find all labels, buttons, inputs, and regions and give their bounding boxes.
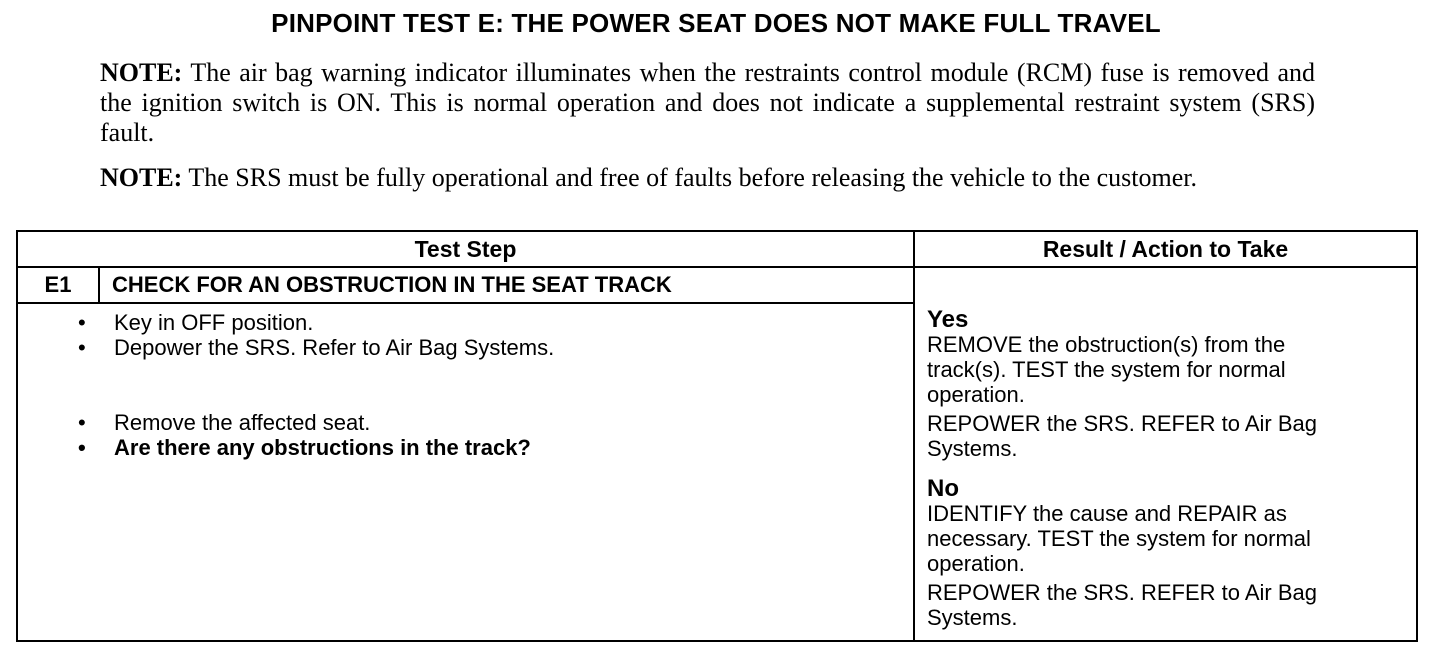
result-line: necessary. TEST the system for normal xyxy=(927,526,1311,551)
step-title-row xyxy=(17,267,1417,303)
list-item-text: Remove the affected seat. xyxy=(114,410,371,435)
result-no-paragraph-1 xyxy=(927,501,1416,576)
list-item xyxy=(78,410,913,435)
bullet-icon: • xyxy=(78,410,86,435)
note-2-text: The SRS must be fully operational and free of faults before releasing the vehicle to the customer. xyxy=(188,163,1198,192)
result-cell xyxy=(914,267,1417,641)
result-no xyxy=(927,477,1416,630)
result-yes xyxy=(927,308,1416,461)
step-bullet-list xyxy=(18,310,913,460)
table-header-row xyxy=(17,231,1417,267)
list-item-text: Depower the SRS. Refer to Air Bag Systems. xyxy=(114,335,555,360)
list-item-text: Key in OFF position. xyxy=(114,310,314,335)
result-line: REPOWER the SRS. REFER to Air Bag xyxy=(927,411,1318,436)
header-result: Result / Action to Take xyxy=(914,231,1417,267)
result-yes-paragraph-2 xyxy=(927,411,1416,461)
step-id: E1 xyxy=(17,267,99,303)
result-yes-label: Yes xyxy=(927,306,969,333)
bullet-icon: • xyxy=(78,435,86,460)
list-item xyxy=(78,335,913,360)
result-line: operation. xyxy=(927,551,1025,576)
list-item xyxy=(78,435,913,460)
page-title: PINPOINT TEST E: THE POWER SEAT DOES NOT MAKE FULL TRAVEL xyxy=(271,8,1161,38)
bullet-icon: • xyxy=(78,335,86,360)
result-yes-paragraph-1 xyxy=(927,332,1416,407)
result-no-paragraph-2 xyxy=(927,580,1416,630)
result-line: track(s). TEST the system for normal xyxy=(927,357,1286,382)
result-line: REMOVE the obstruction(s) from the xyxy=(927,332,1286,357)
note-1 xyxy=(100,58,1315,148)
note-1-text: The air bag warning indicator illuminates when the restraints control module (RCM) fuse is removed and the ignition switch is ON. This is normal operation and does not indicate a supplemental restraint system (SRS) fault. xyxy=(100,58,1316,147)
list-item-text: Are there any obstructions in the track? xyxy=(114,435,531,460)
bullet-icon: • xyxy=(78,310,86,335)
header-test-step: Test Step xyxy=(17,231,914,267)
note-2 xyxy=(100,163,1315,193)
result-line: Systems. xyxy=(927,436,1018,461)
step-title: CHECK FOR AN OBSTRUCTION IN THE SEAT TRACK xyxy=(99,267,914,303)
note-2-label: NOTE: xyxy=(100,163,183,192)
result-line: operation. xyxy=(927,382,1025,407)
step-instructions xyxy=(17,303,914,641)
pinpoint-test-table xyxy=(16,230,1418,642)
note-1-label: NOTE: xyxy=(100,58,183,87)
result-no-label: No xyxy=(927,475,959,502)
result-line: IDENTIFY the cause and REPAIR as xyxy=(927,501,1287,526)
result-line: REPOWER the SRS. REFER to Air Bag xyxy=(927,580,1318,605)
result-line: Systems. xyxy=(927,605,1018,630)
list-item xyxy=(78,310,913,335)
